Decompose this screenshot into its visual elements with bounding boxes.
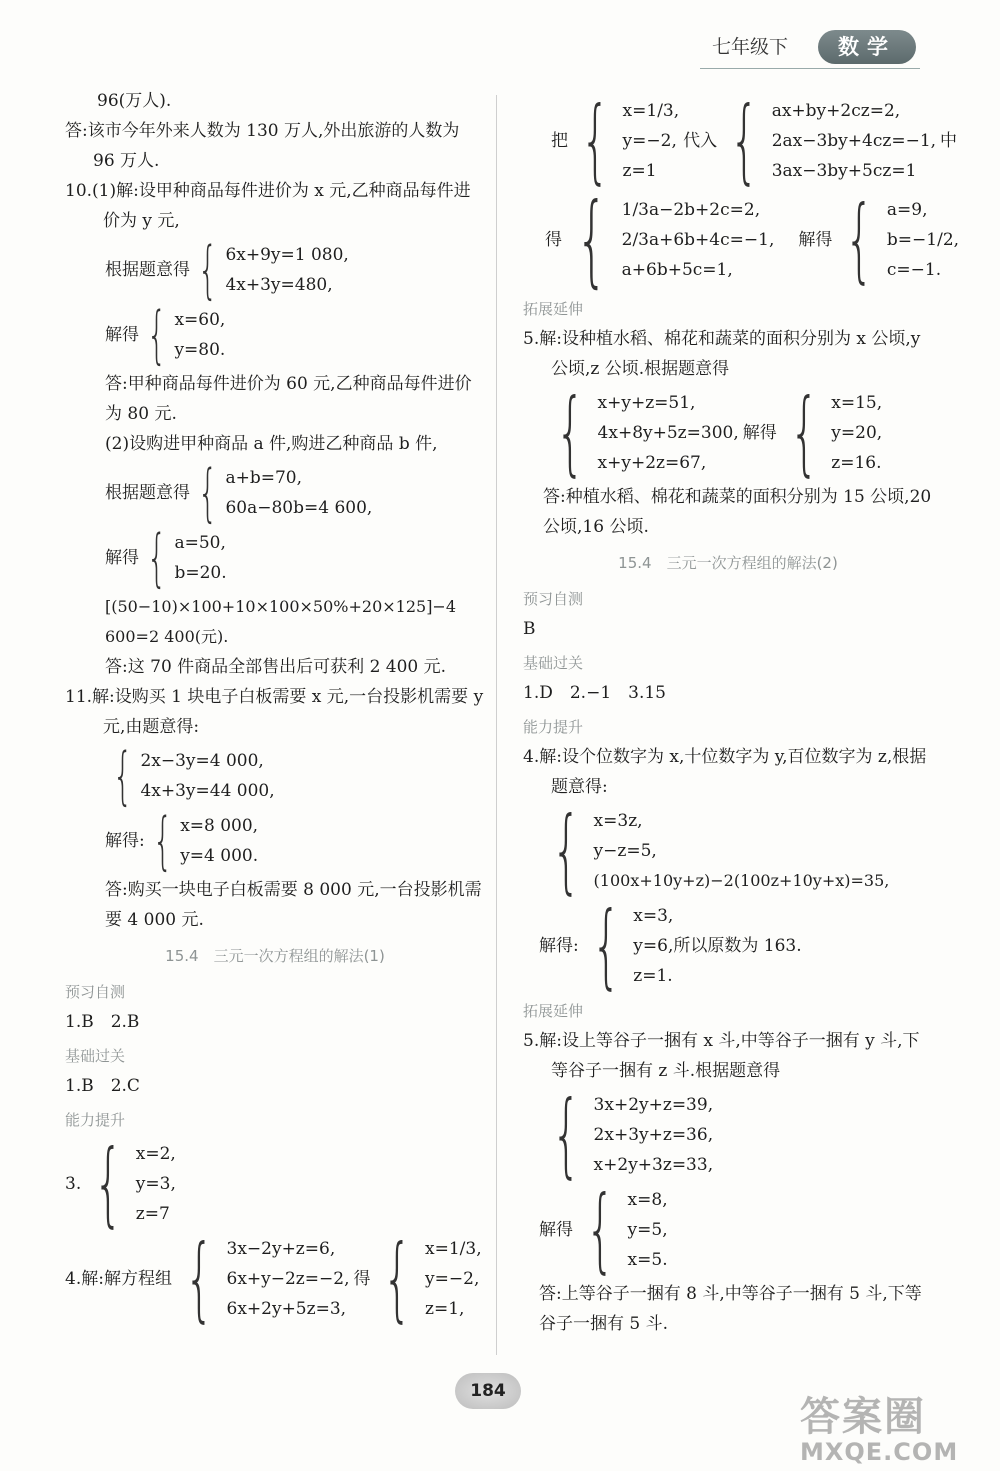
equation: x=8, <box>627 1190 668 1210</box>
brace: { <box>580 87 610 194</box>
q10-answer-2: 答:这 70 件商品全部售出后可获利 2 400 元. <box>105 657 447 677</box>
system-connector: 得 <box>353 1269 371 1289</box>
equation: z=16. <box>831 453 882 473</box>
q10-system-2 <box>65 456 485 529</box>
equation: 2x−3y=4 000, <box>140 751 264 771</box>
page-number: 184 <box>455 1373 521 1409</box>
brace: { <box>197 233 218 306</box>
section-title: 15.4 三元一次方程组的解法(1) <box>165 947 385 965</box>
equation: y=−2, <box>622 131 677 151</box>
equation: 60a−80b=4 600, <box>225 498 373 518</box>
q5-system <box>523 379 933 486</box>
right-column <box>523 87 960 1339</box>
q5b-solution <box>523 1176 933 1283</box>
equation: z=7 <box>135 1204 170 1224</box>
equation: b=−1/2, <box>886 230 960 250</box>
equation: a=50, <box>174 533 226 553</box>
equation: x=15, <box>831 393 883 413</box>
q10-answer-1: 答:甲种商品每件进价为 60 元,乙种商品每件进价为 80 元. <box>105 374 472 424</box>
system-prefix: 根据题意得 <box>105 483 190 503</box>
equation: x+2y+3z=33, <box>593 1155 714 1175</box>
equation: (100x+10y+z)−2(100z+10y+x)=35, <box>593 871 890 890</box>
equation: a+b=70, <box>225 468 302 488</box>
brace: { <box>146 521 167 594</box>
q3-solution <box>65 1130 485 1237</box>
sub-suffix: 中 <box>940 131 958 151</box>
heading-extension: 拓展延伸 <box>523 1002 584 1020</box>
sub-prefix: 把 <box>551 131 568 151</box>
equation: ax+by+2cz=2, <box>771 101 901 121</box>
brace: { <box>575 181 608 298</box>
system-prefix: 4.解:解方程组 <box>65 1269 172 1289</box>
brace: { <box>112 739 133 812</box>
equation: x+y+z=51, <box>597 393 696 413</box>
equation: 6x+2y+5z=3, <box>226 1299 347 1319</box>
q10-solution-2 <box>65 521 485 594</box>
subject-badge: 数学 <box>818 30 916 64</box>
derived-system <box>523 181 960 298</box>
equation: x=1/3, <box>622 101 680 121</box>
equation: 2ax−3by+4cz=−1, <box>771 131 937 151</box>
brace: { <box>585 1176 615 1283</box>
q10-part1: 10.(1)解:设甲种商品每件进价为 x 元,乙种商品每件进价为 y 元, <box>65 181 471 231</box>
equation: a=9, <box>886 200 928 220</box>
equation: 2/3a+6b+4c=−1, <box>621 230 775 250</box>
preview-answers: 1.B 2.B <box>65 1012 140 1032</box>
equation: 6x+9y=1 080, <box>225 245 349 265</box>
brace: { <box>729 87 760 194</box>
brace: { <box>555 379 585 486</box>
equation: a+6b+5c=1, <box>621 260 733 280</box>
watermark-text: 答案圈 <box>800 1394 926 1440</box>
brace: { <box>551 1081 581 1188</box>
watermark-logo <box>800 1395 990 1465</box>
column-divider <box>496 95 497 1355</box>
q4-system <box>65 1225 485 1332</box>
q5b-system <box>523 1081 933 1188</box>
q10-part2: (2)设购进甲种商品 a 件,购进乙种商品 b 件, <box>105 434 438 454</box>
brace: { <box>789 379 819 486</box>
equation: x=3, <box>633 906 674 926</box>
equation: 1/3a−2b+2c=2, <box>621 200 761 220</box>
grade-label: 七年级下 <box>712 36 789 58</box>
left-column <box>65 86 485 1332</box>
substitution <box>523 87 958 194</box>
q9-answer: 答:该市今年外来人数为 130 万人,外出旅游的人数为 96 万人. <box>65 121 460 171</box>
heading-preview: 预习自测 <box>523 590 584 608</box>
watermark-url: MXQE.COM <box>800 1438 959 1466</box>
derived-connector: 解得 <box>798 230 833 250</box>
derived-prefix: 得 <box>545 230 562 250</box>
brace: { <box>93 1130 124 1237</box>
q11-solution <box>65 804 485 877</box>
equation: y=20, <box>831 423 883 443</box>
q4-system <box>523 797 933 904</box>
system-prefix: 根据题意得 <box>105 260 190 280</box>
solution-prefix: 解得 <box>742 423 777 443</box>
heading-ability: 能力提升 <box>65 1111 126 1129</box>
equation: x=5. <box>627 1250 668 1270</box>
equation: 6x+y−2z=−2, <box>226 1269 350 1289</box>
q9-end: 96(万人). <box>97 91 172 111</box>
equation: x=3z, <box>593 811 643 831</box>
q10-solution-1 <box>65 298 485 371</box>
equation: x+y+2z=67, <box>597 453 707 473</box>
heading-extension: 拓展延伸 <box>523 300 584 318</box>
q4-statement: 4.解:设个位数字为 x,十位数字为 y,百位数字为 z,根据题意得: <box>523 747 927 797</box>
equation: z=1. <box>633 966 673 986</box>
heading-preview: 预习自测 <box>65 983 126 1001</box>
equation: 3x+2y+z=39, <box>593 1095 714 1115</box>
heading-ability: 能力提升 <box>523 718 584 736</box>
solution-prefix: 解得 <box>105 548 139 568</box>
equation: y−z=5, <box>593 841 657 861</box>
heading-basic: 基础过关 <box>65 1047 126 1065</box>
equation: y=5, <box>627 1220 668 1240</box>
equation: y=6, <box>633 936 674 956</box>
q5-answer: 答:种植水稻、棉花和蔬菜的面积分别为 15 公顷,20 公顷,16 公顷. <box>543 487 932 537</box>
brace: { <box>146 298 167 371</box>
q11-system <box>65 739 485 812</box>
equation: x=2, <box>135 1144 176 1164</box>
equation: 3ax−3by+5cz=1 <box>771 161 917 181</box>
solution-prefix: 解得 <box>105 325 139 345</box>
equation: y=−2, <box>425 1269 480 1289</box>
equation: 4x+3y=480, <box>225 275 333 295</box>
equation: c=−1. <box>886 260 942 280</box>
equation: x=8 000, <box>180 816 259 836</box>
brace: { <box>591 892 621 999</box>
basic-answers: 1.B 2.C <box>65 1076 140 1096</box>
q10-calculation: [(50−10)×100+10×100×50%+20×125]−4 600=2 400(元). <box>105 597 457 646</box>
basic-answers: 1.D 2.−1 3.15 <box>523 683 666 703</box>
solution-prefix: 解得 <box>539 1220 573 1240</box>
q5-statement: 5.解:设种植水稻、棉花和蔬菜的面积分别为 x 公顷,y 公顷,z 公顷.根据题意得 <box>523 329 921 379</box>
equation: 4x+3y=44 000, <box>140 781 275 801</box>
brace: { <box>551 797 581 904</box>
equation: 3x−2y+z=6, <box>226 1239 336 1259</box>
q10-system-1 <box>65 233 485 306</box>
equation: 2x+3y+z=36, <box>593 1125 714 1145</box>
equation: z=1 <box>622 161 657 181</box>
equation: y=3, <box>135 1174 176 1194</box>
equation: y=80. <box>174 340 226 360</box>
page-header <box>700 30 920 70</box>
brace: { <box>184 1225 214 1332</box>
equation: 4x+8y+5z=300, <box>597 423 739 443</box>
equation: b=20. <box>174 563 227 583</box>
section-title: 15.4 三元一次方程组的解法(2) <box>618 554 838 572</box>
preview-answers: B <box>523 619 536 639</box>
equation: y=4 000. <box>180 846 259 866</box>
solution-prefix: 解得: <box>105 831 145 851</box>
sub-connector: 代入 <box>683 131 718 151</box>
equation: x=1/3, <box>425 1239 482 1259</box>
brace: { <box>152 804 173 877</box>
brace: { <box>844 186 875 293</box>
heading-basic: 基础过关 <box>523 654 584 672</box>
q4-solution <box>523 892 933 999</box>
question-number: 3. <box>65 1174 82 1194</box>
equation: z=1, <box>425 1299 465 1319</box>
header-rule <box>700 68 920 69</box>
q5b-answer: 答:上等谷子一捆有 8 斗,中等谷子一捆有 5 斗,下等谷子一捆有 5 斗. <box>539 1284 922 1334</box>
q5b-statement: 5.解:设上等谷子一捆有 x 斗,中等谷子一捆有 y 斗,下等谷子一捆有 z 斗.根据题意得 <box>523 1031 920 1081</box>
q11-answer: 答:购买一块电子白板需要 8 000 元,一台投影机需要 4 000 元. <box>105 880 482 930</box>
solution-note: 所以原数为 163. <box>673 936 802 956</box>
q11-statement: 11.解:设购买 1 块电子白板需要 x 元,一台投影机需要 y 元,由题意得: <box>65 687 484 737</box>
solution-prefix: 解得: <box>539 936 579 956</box>
brace: { <box>197 456 218 529</box>
brace: { <box>383 1225 413 1332</box>
equation: x=60, <box>174 310 226 330</box>
